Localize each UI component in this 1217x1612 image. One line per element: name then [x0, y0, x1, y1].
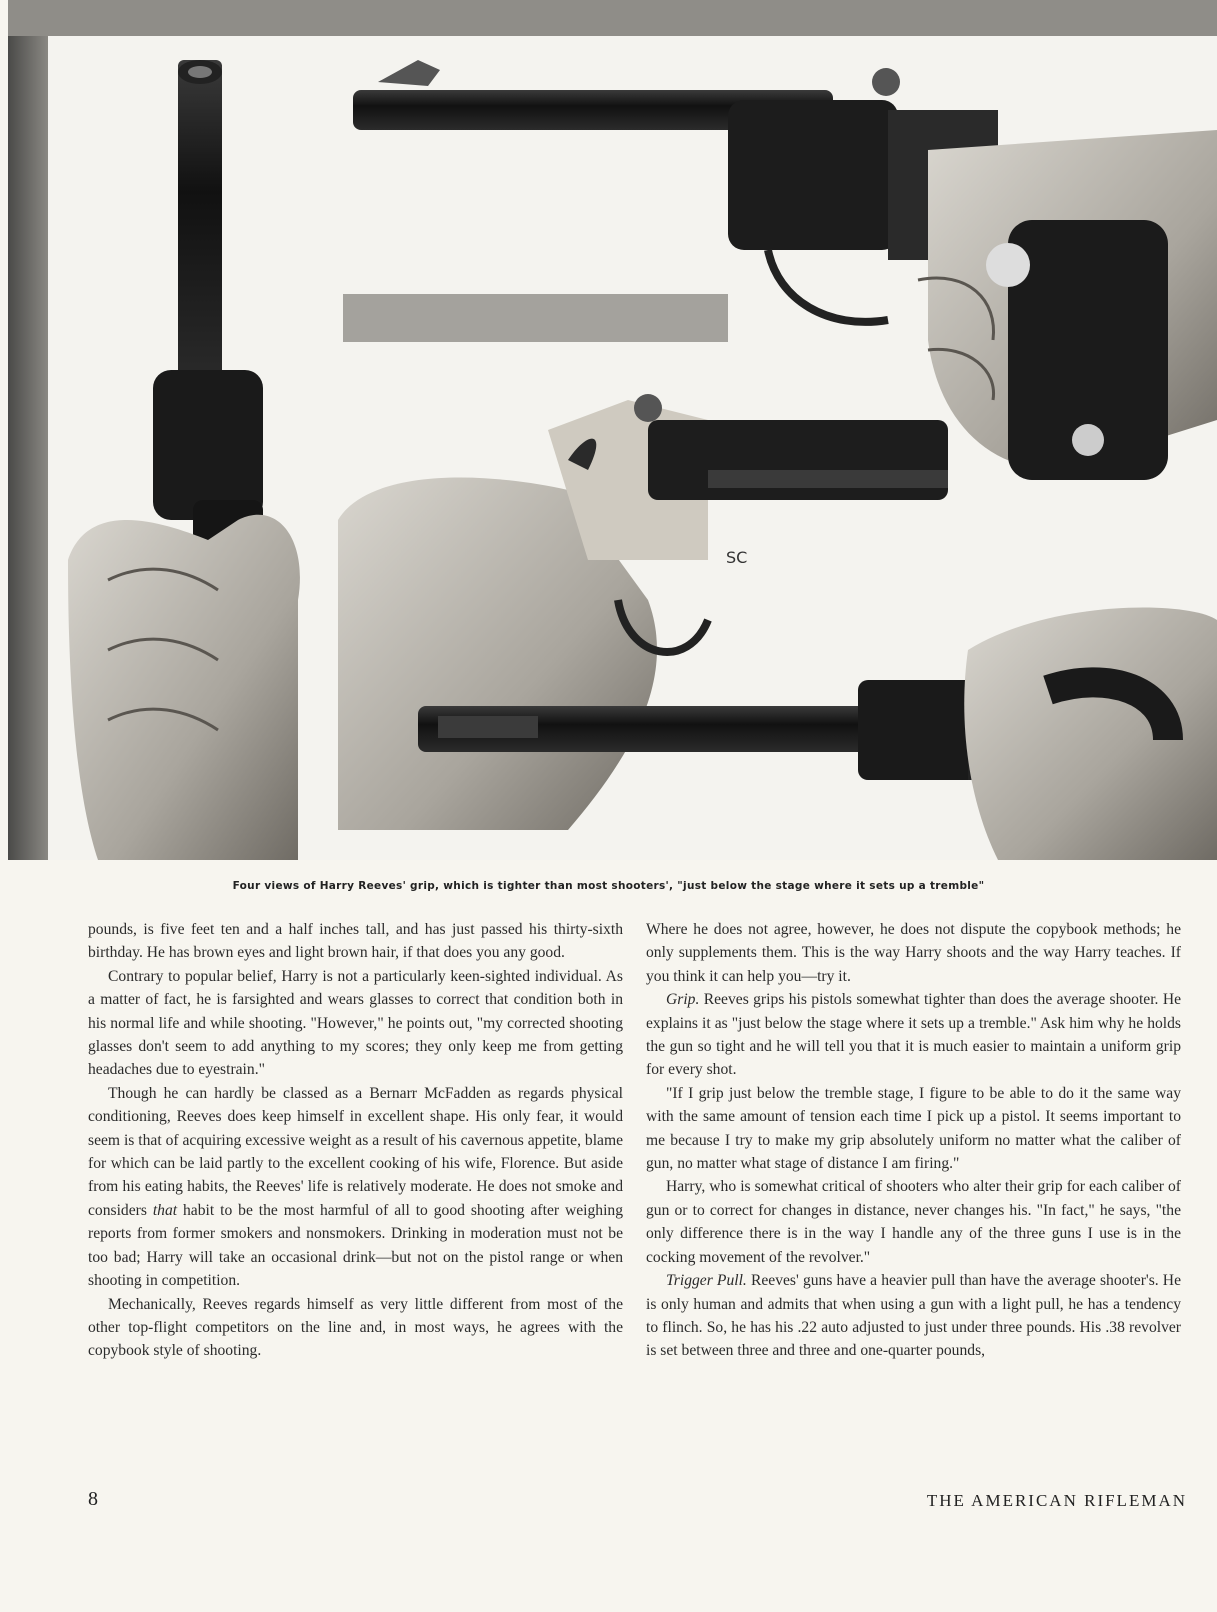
paragraph-text: Reeves' guns have a heavier pull than have the average shooter's. He is only human and admits that when using a gun with a light pull, he has a tendency to flinch. So, he has his .22 auto adjusted to just under three pounds. His .38 revolver is set between three and three and one-quarter pounds,: [646, 1272, 1181, 1360]
revolver-grip-photo: [8, 0, 1217, 876]
paragraph: pounds, is five feet ten and a half inches tall, and has just passed his thirty-sixth birthday. He has brown eyes and light brown hair, if that does you any good.: [88, 921, 623, 962]
emphasis: that: [152, 1201, 178, 1219]
paragraph-text: habit to be the most harmful of all to good shooting after weighing reports from former smokers and nonsmokers. Drinking in moderation must not be too bad; Harry will take an occasional drink—but not on the pistol range or when shooting in competition.: [88, 1201, 624, 1290]
paragraph: Harry, who is somewhat critical of shooters who alter their grip for each caliber of gun or to correct for changes in distance, never changes his. "In fact," he says, "the only difference there is in the way I handle any of the three guns I use is in the cocking movement of the revolver.": [646, 1178, 1181, 1266]
paragraph: [646, 1269, 1181, 1363]
left-text-column: [88, 918, 623, 1363]
paragraph-text: Though he can hardly be classed as a Bernarr McFadden as regards physical conditioning, Reeves does keep himself in excellent shape. His only fear, it would seem is that of acquiring excessive weight as a result of his cavernous appetite, blame for which can be laid partly to the excellent cooking of his wife, Florence. But aside from his eating habits, the Reeves' life is relatively moderate. He does not smoke and considers: [88, 1084, 623, 1219]
page-number: 8: [88, 1488, 98, 1510]
subheading: Grip.: [666, 991, 700, 1009]
paragraph: Contrary to popular belief, Harry is not a particularly keen-sighted individual. As a matter of fact, he is farsighted and wears glasses to correct that condition both in his normal life and while shooting. "However," he points out, "my corrected shooting glasses don't seem to add anything to my scores; they only keep me from getting headaches due to eyestrain.": [88, 967, 623, 1079]
paragraph: Mechanically, Reeves regards himself as very little different from most of the other top-flight competitors on the line and, in most ways, he agrees with the copybook style of shooting.: [88, 1295, 623, 1360]
photo-caption: Four views of Harry Reeves' grip, which is tighter than most shooters', "just below the stage where it sets up a tremble": [232, 880, 985, 892]
paragraph-text: Reeves grips his pistols somewhat tighter than does the average shooter. He explains it as "just below the stage where it sets up a tremble." Ask him why he holds the gun so tight and he will tell you that it is much easier to maintain a uniform grip for every shot.: [646, 991, 1181, 1079]
magazine-title: THE AMERICAN RIFLEMAN: [926, 1491, 1187, 1510]
paragraph: Where he does not agree, however, he does not dispute the copybook methods; he only supplements them. This is the way Harry shoots and the way Harry teaches. If you think it can help you—try it.: [646, 921, 1181, 985]
paragraph: [88, 1082, 623, 1293]
svg-text:SC: SC: [726, 548, 748, 567]
paragraph: "If I grip just below the tremble stage, I figure to be able to do it the same way with the same amount of tension each time I pick up a pistol. It seems important to me because I try to make my grip absolutely uniform no matter what the caliber of gun, no matter what stage of distance I am firing.": [646, 1084, 1181, 1173]
photo-label-bar: [343, 294, 728, 342]
subheading: Trigger Pull.: [666, 1272, 747, 1290]
paragraph: [646, 988, 1181, 1082]
right-text-column: [646, 918, 1181, 1363]
